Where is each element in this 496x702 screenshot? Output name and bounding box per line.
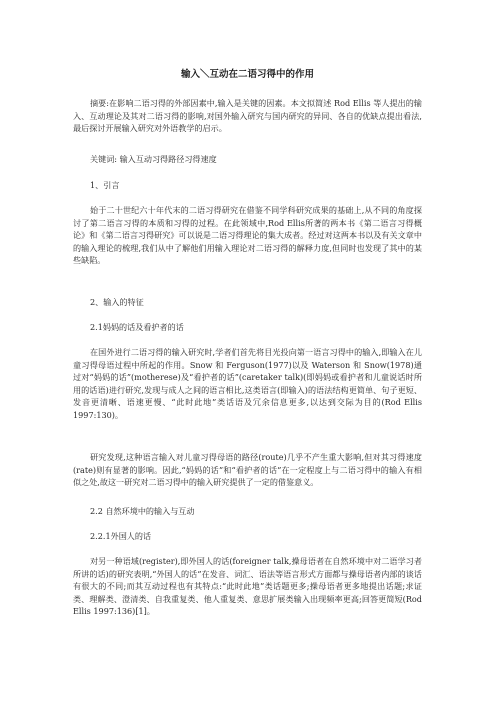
paragraph-2-2-1: 对另一种语域(register),即外国人的话(foreigner talk,操母语者在自然环境中对二语学习者所讲的话)的研究表明,“外国人的话”在发音、词汇、语法等语言形式方面都与操母语者内部的谈话有很大的不同;而其互动过程也有其特点:“此时此地”类话题更多;操母语者更多地提出话题;求证类、理解类、澄清类、自我重复类、他人重复类、意思扩展类输入出现频率更高;回答更简短(Rod Ellis 1997:136)[1]。 xyxy=(73,556,422,617)
keywords-line: 关键词: 输入互动习得路径习得速度 xyxy=(90,154,217,164)
paragraph-2-1-first: 在国外进行二语习得的输入研究时,学者们首先将目光投向第一语言习得中的输入,即输入在儿童习得母语过程中所起的作用。Snow 和 Ferguson(1977)以及 Waterson 和 Snow(1978)通过对“妈妈的话”(motherese)及“看护者的话”(caretaker talk)(即妈妈或看护者和儿童说话时所用的话语)进行研究,发现与成人之间的语言相比,这类语言(即输入)的语法结构更简单、句子更短、发音更清晰、语速更慢、“此时此地”类话语及冗余信息更多,以达到交际为目的(Rod Ellis 1997:130)。 xyxy=(73,347,422,420)
subsection-heading-2-1: 2.1妈妈的话及看护者的话 xyxy=(90,322,184,332)
abstract-paragraph: 摘要:在影响二语习得的外部因素中,输入是关键的因素。本文拟简述 Rod Ellis 等人提出的输入、互动理论及其对二语习得的影响,对国外输入研究与国内研究的异同、各自的优缺点提出看法,最后探讨开展输入研究对外语教学的启示。 xyxy=(73,98,422,134)
section-heading-features: 2、输入的特征 xyxy=(90,297,144,307)
document-title: 输入＼互动在二语习得中的作用 xyxy=(180,69,314,80)
section-heading-intro: 1、引言 xyxy=(90,180,120,190)
paragraph-2-1-second: 研究发现,这种语言输入对儿童习得母语的路径(route)几乎不产生重大影响,但对其习得速度(rate)则有显著的影响。因此,“妈妈的话”和“看护者的话”在一定程度上与二语习得中的输入有相似之处,故这一研究对二语习得中的输入研究提供了一定的借鉴意义。 xyxy=(73,452,422,488)
intro-paragraph: 始于二十世纪六十年代末的二语习得研究在借鉴不同学科研究成果的基础上,从不同的角度探讨了第二语言习得的本质和习得的过程。在此领域中,Rod Ellis所著的两本书《第二语言习得概论》和《第二语言习得研究》可以说是二语习得理论的集大成者。经过对这两本书以及有关文章中的输入理论的梳理,我们从中了解他们用输入理论对二语习得的解释力度,但同时也发现了其中的某些缺陷。 xyxy=(73,205,422,266)
subsection-heading-2-2-1: 2.2.1外国人的话 xyxy=(90,531,152,541)
subsection-heading-2-2: 2.2 自然环境中的输入与互动 xyxy=(90,506,195,516)
